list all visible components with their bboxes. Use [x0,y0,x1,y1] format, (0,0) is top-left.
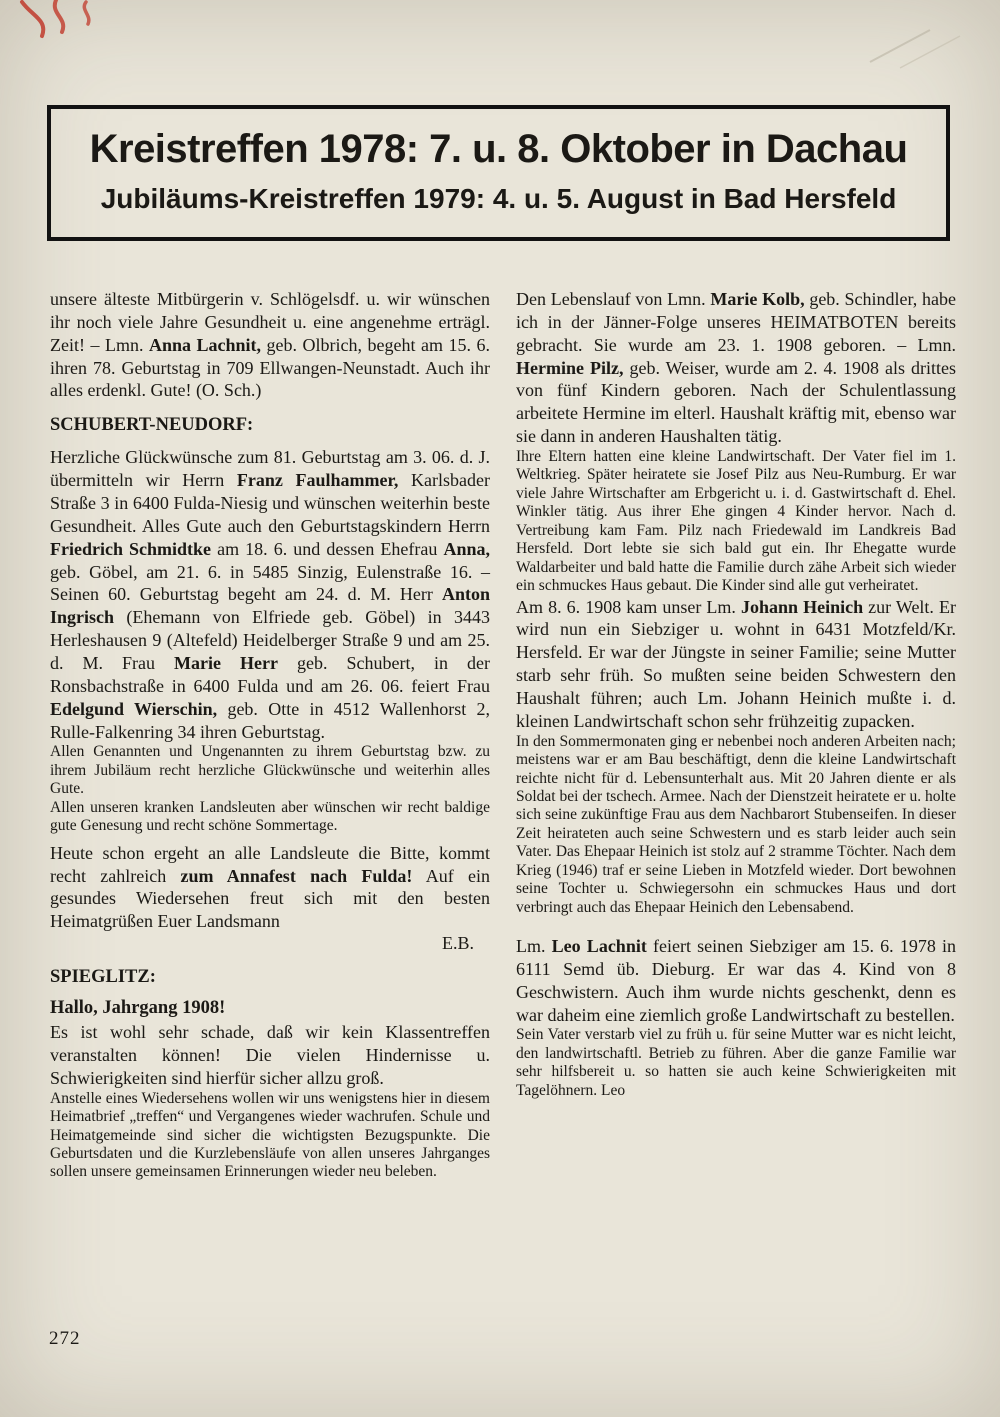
text-segment: Allen unseren kranken Landsleuten aber wünschen wir recht baldige gute Genesung und recht schöne Sommertage. [50,798,490,835]
small-paragraph-hermine-pilz-lebenslauf [516,448,956,596]
event-announcement-box [47,105,950,241]
text-segment: In den Sommermonaten ging er nebenbei noch anderen Arbeiten nach; meistens war er am Bau beschäftigt, denn die kleine Landwirtschaft reichte nicht für d. Lebensunterhalt aus. Mit 20 Jahren diente er als Soldat bei der tschech. Armee. Nach der Dienstzeit heiratete er u. holte sich seine zukünftige Frau aus dem Nachbarort Stubenseifen. In dieser Zeit heirateten auch seine Schwestern und es starb leider auch sein Vater. Das Ehepaar Heinich ist stolz auf 2 stramme Töchter. Nach dem Krieg (1946) traf er seine Lieben in Motzfeld wieder. Dort bewohnen seine Tochter u. Schwiegersohn ein schmuckes Haus und dort verbringt auch das Ehepaar Heinich den Lebensabend. [516,732,956,916]
small-paragraph-get-well-wishes [50,799,490,836]
text-segment: geb. Schubert, in der Ronsbachstraße in 6400 Fulda und am 26. 06. feiert Frau [50,653,491,696]
text-segment: Sein Vater verstarb viel zu früh u. für seine Mutter war es nicht leicht, den landwirtschaftl. Betrieb zu führen. Aber die ganze Familie war sehr hilfsbereit u. so hatten sie auch keine Schwierigkeiten mit Tagelöhnern. Leo [516,1026,956,1099]
column-right [516,288,956,1182]
bold-text-segment: Franz Faulhammer, [236,470,399,491]
small-paragraph-johann-heinich-lebenslauf [516,733,956,917]
scan-scratch-mark [860,22,970,72]
column-left [50,288,490,1182]
bold-text-segment: Johann Heinich [740,596,864,617]
bold-line-hallo-jahrgang [50,998,490,1019]
text-segment: geb. Olbrich, begeht am 15. 6. ihren 78. Geburtstag in 709 Ellwangen-Neunstadt. Auch ihr alles erdenkl. Gute! (O. Sch.) [50,334,490,401]
paragraph-anna-lachnit [50,288,490,402]
bold-text-segment: Marie Herr [174,653,278,674]
text-segment: Lm. [516,936,552,957]
paragraph-klassentreffen [50,1021,490,1090]
heading-spieglitz [50,967,490,988]
text-segment: Auf ein gesundes Wiedersehen freut sich mit den besten Heimatgrüßen Euer Landsmann [50,865,490,932]
paragraph-marie-kolb-hermine-pilz [516,288,956,448]
two-column-text-area [50,288,956,1182]
text-segment: Anstelle eines Wiedersehens wollen wir uns wenigstens hier in diesem Heimatbrief „treffen“ und Vergangenes wieder wachrufen. Schule und Heimatgemeinde sind sicher die wichtigsten Bezugspunkte. Die Geburtsdaten und die Kurzlebensläufe von allen unseres Jahrganges sollen unsere gemeinsamen Erinnerungen wieder neu beleben. [50,1089,490,1181]
text-segment: Allen Genannten und Ungenannten zu ihrem Geburtstag bzw. zu ihrem Jubiläum recht herzliche Glückwünsche und weiterhin alles Gute. [50,743,490,798]
text-segment: Heute schon ergeht an alle Landsleute die Bitte, kommt recht zahlreich [50,842,490,886]
bold-text-segment: Anna Lachnit, [148,334,262,355]
bold-text-segment: zum Annafest nach Fulda! [180,865,413,886]
bold-text-segment: Anton Ingrisch [50,584,490,628]
text-segment: Hallo, Jahrgang 1908! [50,998,226,1019]
small-paragraph-congratulations [50,743,490,798]
small-paragraph-leo-lachnit-lebenslauf [516,1026,956,1100]
bold-text-segment: Anna, [443,538,490,559]
text-segment: feiert seinen Siebziger am 15. 6. 1978 in 6111 Semd üb. Dieburg. Er war das 4. Kind von 8 Geschwistern. Auch ihm wurde nichts geschenkt, denn es war daheim eine ziemlich große Landwirtschaft zu bestellen. [516,936,956,1025]
paragraph-birthday-wishes [50,446,490,743]
text-segment: E.B. [441,933,474,954]
text-segment: Am 8. 6. 1908 kam unser Lm. [516,596,741,617]
bold-text-segment: Edelgund Wierschin, [50,698,218,719]
signature-eb [50,933,490,954]
paragraph-johann-heinich [516,596,956,733]
paragraph-annafest-invitation [50,842,490,933]
red-pen-mark [12,0,132,52]
bold-text-segment: Hermine Pilz, [516,357,624,378]
text-segment: Herzliche Glückwünsche zum 81. Geburtstag am 3. 06. d. J. übermitteln wir Herrn [50,447,490,491]
text-segment: (Ehemann von Elfriede geb. Göbel) in 3443 Herleshausen 9 (Altefeld) Heidelberger Straße 9 und am 25. d. M. Frau [50,607,490,674]
text-segment: Den Lebenslauf von Lmn. [516,289,711,309]
announcement-jubilaeums-kreistreffen-1979: Jubiläums-Kreistreffen 1979: 4. u. 5. August in Bad Hersfeld [100,183,897,214]
text-segment: geb. Schindler, habe ich in der Jänner-Folge unseres HEIMATBOTEN bereits gebracht. Sie wurde am 23. 1. 1908 geboren. – Lmn. [516,289,957,355]
text-segment: geb. Göbel, am 21. 6. in 5485 Sinzig, Eulenstraße 16. – Seinen 60. Geburtstag begeht am 24. d. M. Herr [50,561,490,605]
text-segment: SPIEGLITZ: [50,967,156,988]
text-segment: Ihre Eltern hatten eine kleine Landwirtschaft. Der Vater fiel im 1. Weltkrieg. Später heiratete sie Josef Pilz aus Neu-Rumburg. Er war viele Jahre Wirtschafter am Erbgericht u. i. d. Gastwirtschaft d. Ehel. Winkler tätig. Aus ihrer Ehe gingen 4 Kinder hervor. Nach d. Vertreibung kam Fam. Pilz nach Friedewald im Landkreis Bad Hersfeld. Dort lebte sie sich bald gut ein. Ihr Ehegatte wurde Waldarbeiter und bald hatte die Familie durch zähe Arbeit sich wieder ein schmuckes Haus gebaut. Die Kinder sind alle gut verheiratet. [516,448,956,595]
heading-schubert-neudorf [50,415,490,436]
text-segment: zur Welt. Er wird nun ein Siebziger u. wohnt in 6431 Motzfeld/Kr. Hersfeld. Er war der Jüngste in seiner Familie; seine Mutter starb sehr früh. So mußten seine beiden Schwestern den Haushalt führen; auch Lm. Johann Heinich mußte i. d. kleinen Landwirtschaft schon sehr frühzeitig zupacken. [516,596,956,731]
bold-text-segment: Marie Kolb, [710,289,805,309]
text-segment: geb. Weiser, wurde am 2. 4. 1908 als drittes von fünf Kindern geboren. Nach der Schulentlassung arbeitete Hermine im elterl. Haushalt kräftig mit, ebenso war sie dann in anderen Haushalten tätig. [516,357,956,447]
small-paragraph-wiedersehen [50,1090,490,1182]
bold-text-segment: Leo Lachnit [551,936,647,957]
text-segment: Es ist wohl sehr schade, daß wir kein Klassentreffen veranstalten können! Die vielen Hindernisse u. Schwierigkeiten sind hierfür sicher allzu groß. [50,1022,490,1088]
announcement-kreistreffen-1978: Kreistreffen 1978: 7. u. 8. Oktober in Dachau [89,127,908,171]
text-segment: SCHUBERT-NEUDORF: [50,415,254,436]
bold-text-segment: Friedrich Schmidtke [50,538,212,559]
paragraph-leo-lachnit [516,935,956,1026]
text-segment: geb. Otte in 4512 Wallenhorst 2, Rulle-Falkenring 34 ihren Geburtstag. [50,698,491,742]
text-segment: unsere älteste Mitbürgerin v. Schlögelsdf. u. wir wünschen ihr noch viele Jahre Gesundheit u. eine angenehme erträgl. Zeit! – Lmn. [50,289,490,355]
page-number: 272 [49,1328,81,1349]
text-segment: Karlsbader Straße 3 in 6400 Fulda-Niesig und wünschen weiterhin beste Gesundheit. Alles Gute auch den Geburtstagskindern Herrn [50,470,490,536]
text-segment: am 18. 6. und dessen Ehefrau [211,538,444,559]
